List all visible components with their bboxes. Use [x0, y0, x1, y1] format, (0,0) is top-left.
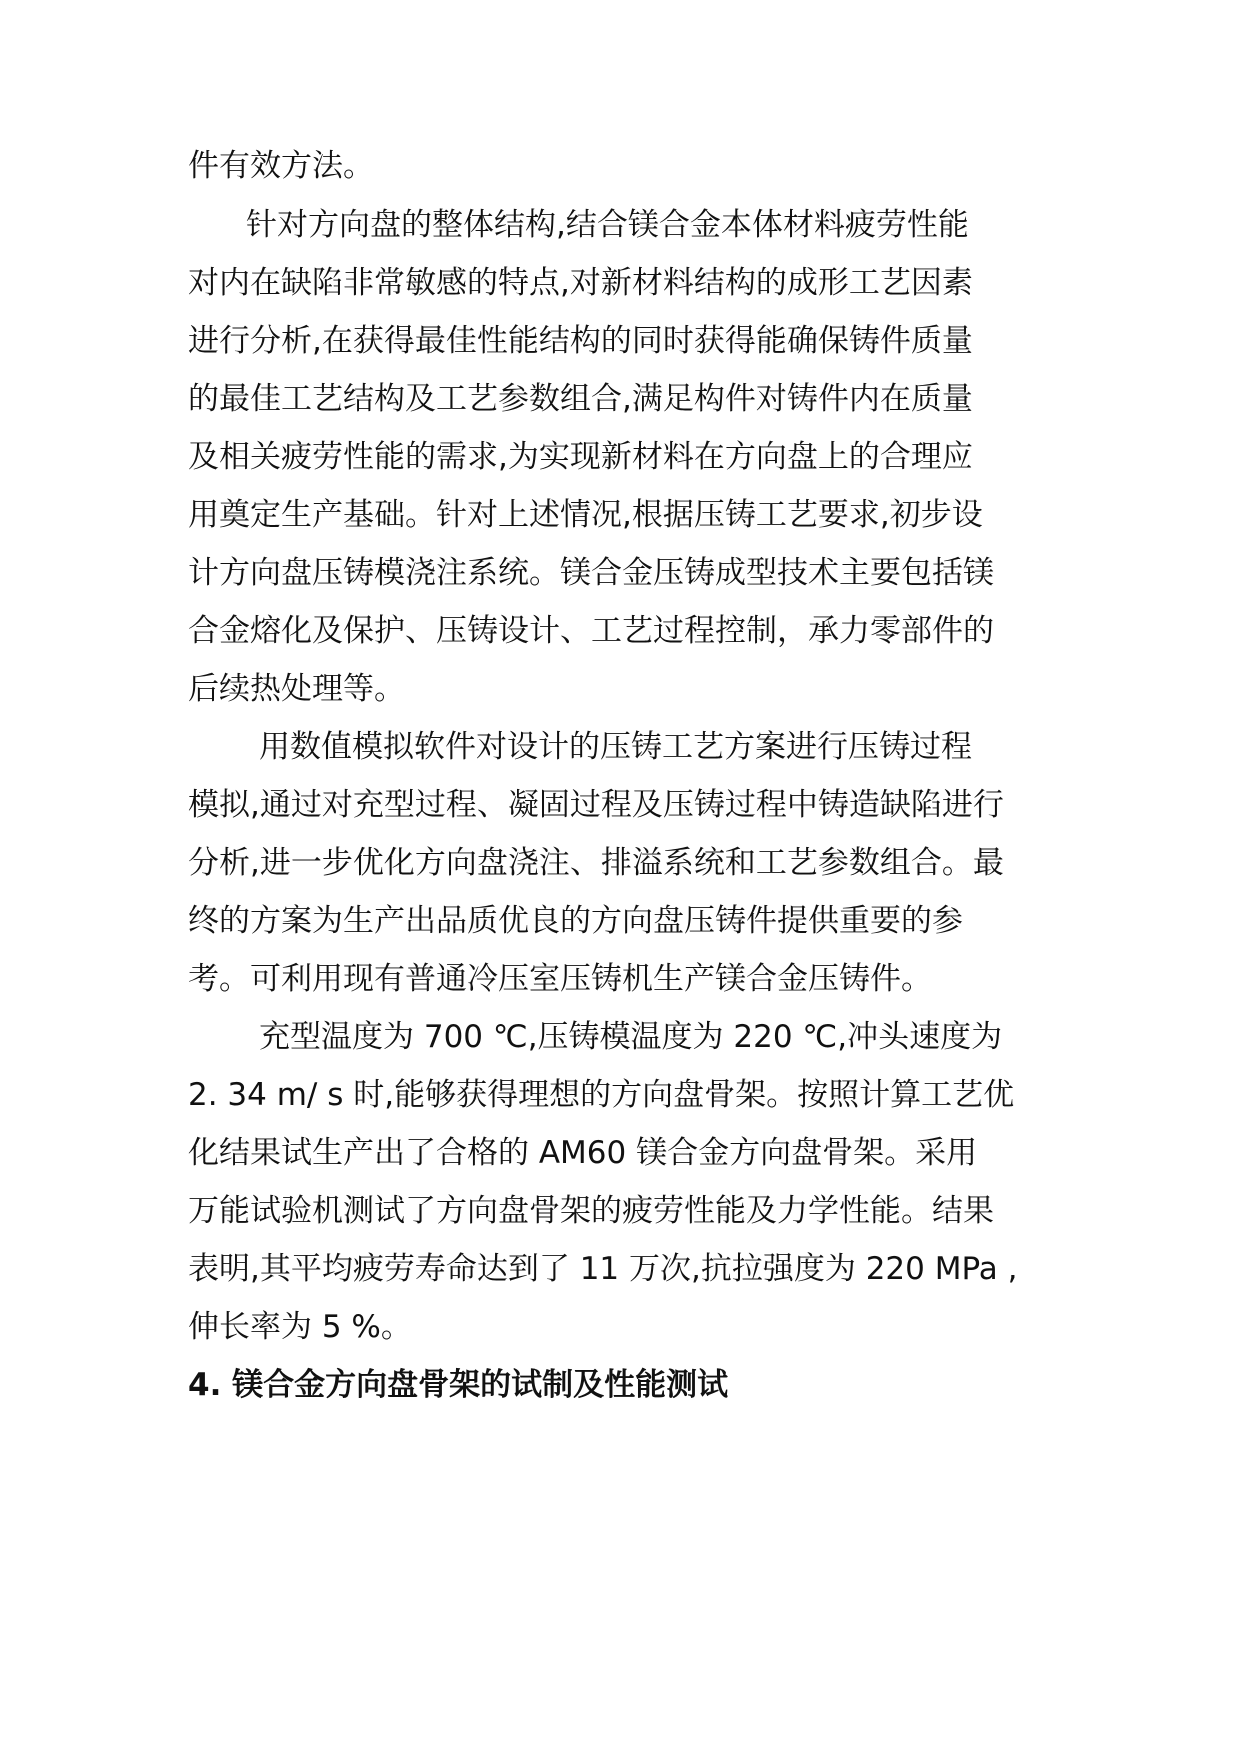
paragraph-line: 伸长率为 5 %。 — [188, 1309, 412, 1345]
paragraph-line: 化结果试生产出了合格的 AM60 镁合金方向盘骨架。采用 — [188, 1135, 978, 1171]
paragraph-line: 考。可利用现有普通冷压室压铸机生产镁合金压铸件。 — [188, 961, 932, 997]
paragraph-line: 合金熔化及保护、压铸设计、工艺过程控制，承力零部件的 — [188, 613, 994, 649]
paragraph-line: 计方向盘压铸模浇注系统。镁合金压铸成型技术主要包括镁 — [188, 555, 994, 591]
paragraph-line: 表明,其平均疲劳寿命达到了 11 万次,抗拉强度为 220 MPa , — [188, 1251, 1018, 1287]
paragraph-line: 进行分析,在获得最佳性能结构的同时获得能确保铸件质量 — [188, 323, 973, 359]
paragraph-line: 的最佳工艺结构及工艺参数组合,满足构件对铸件内在质量 — [188, 381, 973, 417]
paragraph-line: 对内在缺陷非常敏感的特点,对新材料结构的成形工艺因素 — [188, 265, 973, 301]
paragraph-line: 后续热处理等。 — [188, 671, 405, 707]
paragraph-line: 件有效方法。 — [188, 148, 374, 184]
paragraph-line: 用奠定生产基础。针对上述情况,根据压铸工艺要求,初步设 — [188, 497, 983, 533]
section-heading: 4. 镁合金方向盘骨架的试制及性能测试 — [188, 1367, 729, 1403]
paragraph-line: 万能试验机测试了方向盘骨架的疲劳性能及力学性能。结果 — [188, 1193, 994, 1229]
paragraph-line: 分析,进一步优化方向盘浇注、排溢系统和工艺参数组合。最 — [188, 845, 1004, 881]
paragraph-line: 模拟,通过对充型过程、凝固过程及压铸过程中铸造缺陷进行 — [188, 787, 1004, 823]
paragraph-line: 针对方向盘的整体结构,结合镁合金本体材料疲劳性能 — [246, 207, 969, 243]
paragraph-line: 充型温度为 700 ℃,压铸模温度为 220 ℃,冲头速度为 — [259, 1019, 1003, 1055]
paragraph-line: 终的方案为生产出品质优良的方向盘压铸件提供重要的参 — [188, 903, 963, 939]
paragraph-line: 2. 34 m/ s 时,能够获得理想的方向盘骨架。按照计算工艺优 — [188, 1077, 1015, 1113]
paragraph-line: 用数值模拟软件对设计的压铸工艺方案进行压铸过程 — [259, 729, 972, 765]
paragraph-line: 及相关疲劳性能的需求,为实现新材料在方向盘上的合理应 — [188, 439, 973, 475]
